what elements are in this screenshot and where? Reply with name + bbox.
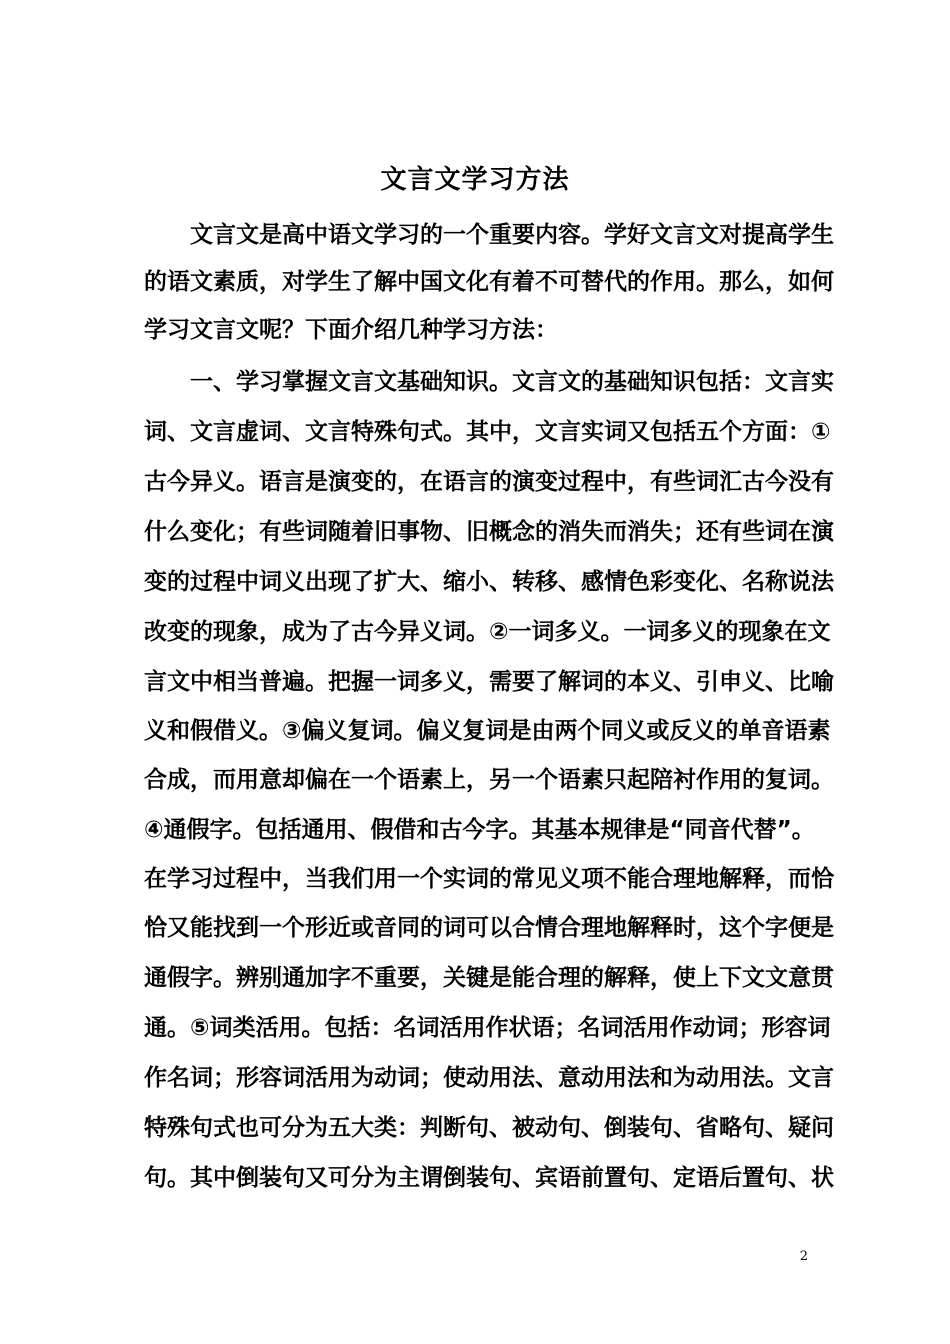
paragraph-line: 作名词；形容词活用为动词；使动用法、意动用法和为动用法。文言: [144, 1065, 834, 1091]
paragraph-line: 特殊句式也可分为五大类：判断句、被动句、倒装句、省略句、疑问: [144, 1115, 834, 1141]
page-number: 2: [799, 1249, 808, 1264]
paragraph-line: 通假字。辨别通加字不重要，关键是能合理的解释，使上下文文意贯: [144, 965, 834, 991]
paragraph-line: 义和假借义。③偏义复词。偏义复词是由两个同义或反义的单音语素: [144, 718, 831, 744]
paragraph-line: 什么变化；有些词随着旧事物、旧概念的消失而消失；还有些词在演: [144, 519, 834, 545]
paragraph-line: ④通假字。包括通用、假借和古今字。其基本规律是“同音代替”。: [144, 817, 815, 843]
paragraph-line: 古今异义。语言是演变的，在语言的演变过程中，有些词汇古今没有: [144, 469, 834, 495]
paragraph-line: 改变的现象，成为了古今异义词。②一词多义。一词多义的现象在文: [144, 619, 831, 645]
paragraph-line: 句。其中倒装句又可分为主谓倒装句、宾语前置句、定语后置句、状: [144, 1165, 834, 1191]
paragraph-line: 的语文素质，对学生了解中国文化有着不可替代的作用。那么，如何: [144, 269, 834, 295]
paragraph-line: 在学习过程中，当我们用一个实词的常见义项不能合理地解释，而恰: [144, 866, 834, 892]
paragraph-line: 一、学习掌握文言文基础知识。文言文的基础知识包括：文言实: [190, 369, 834, 395]
paragraph-line: 恰又能找到一个形近或音同的词可以合情合理地解释时，这个字便是: [144, 915, 834, 941]
paragraph-line: 通。⑤词类活用。包括：名词活用作状语；名词活用作动词；形容词: [144, 1015, 831, 1041]
paragraph-line: 学习文言文呢？下面介绍几种学习方法：: [144, 317, 558, 343]
document-title: 文言文学习方法: [380, 165, 570, 195]
paragraph-line: 文言文是高中语文学习的一个重要内容。学好文言文对提高学生: [190, 222, 834, 248]
paragraph-line: 词、文言虚词、文言特殊句式。其中，文言实词又包括五个方面：①: [144, 419, 831, 445]
paragraph-line: 言文中相当普遍。把握一词多义，需要了解词的本义、引申义、比喻: [144, 669, 834, 695]
paragraph-line: 合成，而用意却偏在一个语素上，另一个语素只起陪衬作用的复词。: [144, 767, 834, 793]
paragraph-line: 变的过程中词义出现了扩大、缩小、转移、感情色彩变化、名称说法: [144, 569, 834, 595]
